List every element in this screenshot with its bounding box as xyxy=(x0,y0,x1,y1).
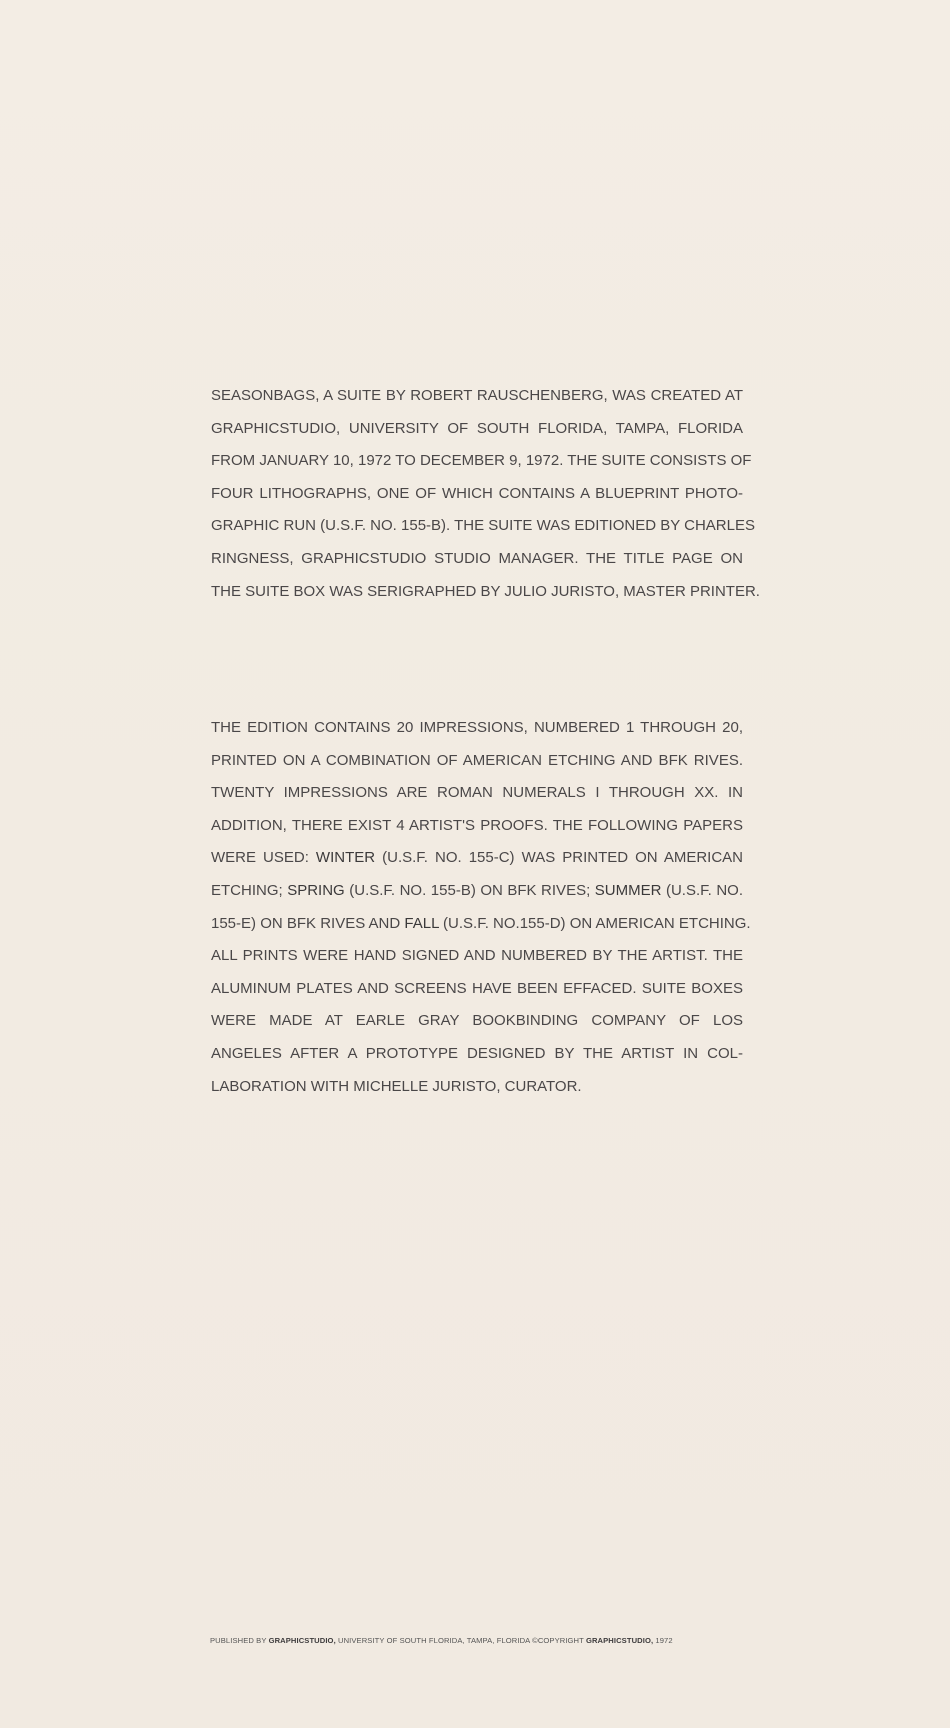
print-title-summer: SUMMER xyxy=(594,881,662,899)
colophon-line: RINGNESS, GRAPHICSTUDIO STUDIO MANAGER. THE TITLE PAGE ON xyxy=(211,549,743,567)
edition-line xyxy=(211,875,743,908)
footer-copyright-holder: GRAPHICSTUDIO, xyxy=(585,1636,654,1645)
text-run: (U.S.F. NO.155-D) ON AMERICAN ETCHING. xyxy=(438,914,751,932)
colophon-line: THE SUITE BOX WAS SERIGRAPHED BY JULIO JURISTO, MASTER PRINTER. xyxy=(211,582,760,600)
print-title-spring: SPRING xyxy=(287,881,345,899)
colophon-line: FOUR LITHOGRAPHS, ONE OF WHICH CONTAINS A BLUEPRINT PHOTO- xyxy=(211,484,743,502)
footer-location: UNIVERSITY OF SOUTH FLORIDA, TAMPA, FLORIDA xyxy=(335,1636,533,1645)
edition-line: WERE MADE AT EARLE GRAY BOOKBINDING COMPANY OF LOS xyxy=(211,1012,743,1030)
footer-publisher: GRAPHICSTUDIO, xyxy=(268,1636,336,1645)
text-run: (U.S.F. NO. 155-B) ON BFK RIVES; xyxy=(344,881,595,899)
edition-line: ADDITION, THERE EXIST 4 ARTIST'S PROOFS. THE FOLLOWING PAPERS xyxy=(211,816,743,834)
footer-year: 1972 xyxy=(653,1636,673,1645)
edition-line: TWENTY IMPRESSIONS ARE ROMAN NUMERALS I THROUGH XX. IN xyxy=(211,784,743,802)
colophon-line: GRAPHICSTUDIO, UNIVERSITY OF SOUTH FLORIDA, TAMPA, FLORIDA xyxy=(211,419,743,437)
edition-paragraph xyxy=(211,712,751,1103)
text-run: WERE USED: xyxy=(211,849,316,867)
print-title-winter: WINTER xyxy=(315,849,376,867)
print-title-fall: FALL xyxy=(404,914,439,932)
edition-line: PRINTED ON A COMBINATION OF AMERICAN ETCHING AND BFK RIVES. xyxy=(211,751,743,769)
edition-line: THE EDITION CONTAINS 20 IMPRESSIONS, NUMBERED 1 THROUGH 20, xyxy=(211,719,743,736)
colophon-line: SEASONBAGS, A SUITE BY ROBERT RAUSCHENBERG, WAS CREATED AT xyxy=(211,387,743,404)
copyright-symbol: © xyxy=(532,1636,538,1645)
edition-line: LABORATION WITH MICHELLE JURISTO, CURATOR. xyxy=(211,1077,582,1095)
edition-line xyxy=(211,842,743,875)
text-run: 155-E) ON BFK RIVES AND xyxy=(211,914,405,932)
edition-line xyxy=(211,908,751,941)
text-run: ETCHING; xyxy=(211,881,288,899)
colophon-paragraph xyxy=(211,380,760,608)
colophon-line: FROM JANUARY 10, 1972 TO DECEMBER 9, 1972. THE SUITE CONSISTS OF xyxy=(211,452,752,470)
text-run: (U.S.F. NO. xyxy=(661,881,743,899)
edition-line: ANGELES AFTER A PROTOTYPE DESIGNED BY THE ARTIST IN COL- xyxy=(211,1044,743,1062)
footer-copyright: COPYRIGHT xyxy=(537,1636,586,1645)
footer-published-by: PUBLISHED BY xyxy=(210,1636,269,1645)
text-run: (U.S.F. NO. 155-C) WAS PRINTED ON AMERICAN xyxy=(375,849,743,867)
publisher-footer xyxy=(210,1636,760,1645)
edition-line: ALUMINUM PLATES AND SCREENS HAVE BEEN EFFACED. SUITE BOXES xyxy=(211,979,743,997)
colophon-line: GRAPHIC RUN (U.S.F. NO. 155-B). THE SUITE WAS EDITIONED BY CHARLES xyxy=(211,517,755,535)
edition-line: ALL PRINTS WERE HAND SIGNED AND NUMBERED BY THE ARTIST. THE xyxy=(211,947,743,965)
